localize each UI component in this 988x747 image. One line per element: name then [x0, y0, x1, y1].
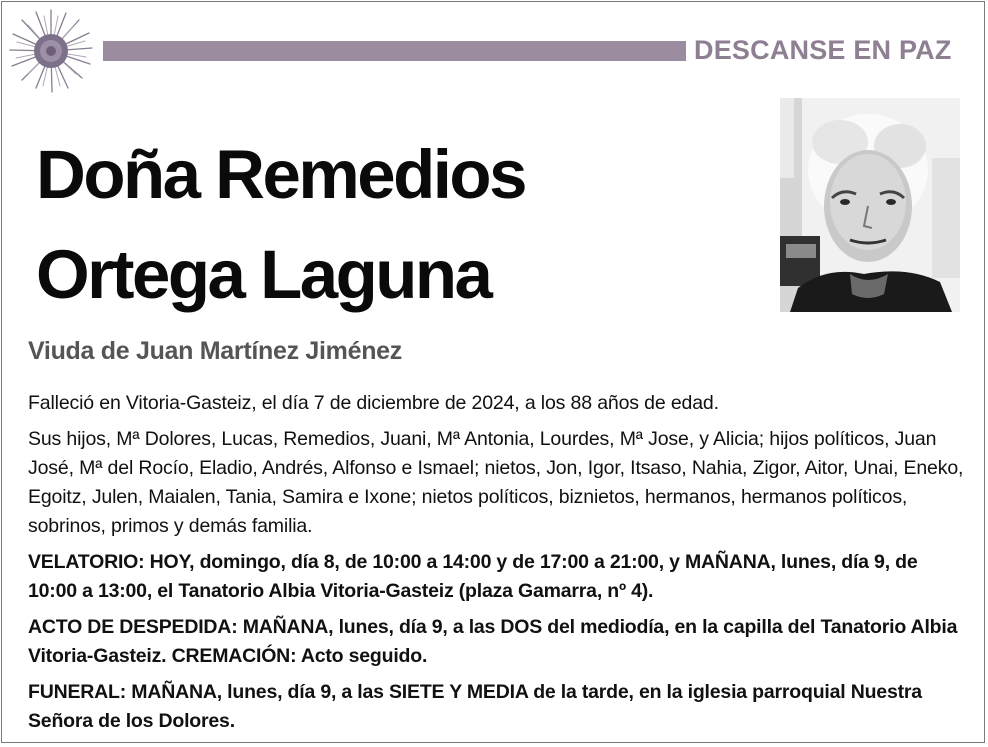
- deceased-name-line2: Ortega Laguna: [36, 236, 491, 313]
- despedida-notice: ACTO DE DESPEDIDA: MAÑANA, lunes, día 9, a las DOS del mediodía, en la capilla del Tanatorio Albia Vitoria-Gasteiz. CREMACIÓN: Acto seguido.: [28, 616, 958, 667]
- deceased-name-line1: Doña Remedios: [36, 136, 525, 213]
- header-label: DESCANSE EN PAZ: [694, 35, 952, 65]
- deceased-photo: [780, 98, 960, 312]
- obituary-card: [1, 1, 985, 743]
- thistle-icon: [8, 8, 94, 94]
- death-notice: Falleció en Vitoria-Gasteiz, el día 7 de diciembre de 2024, a los 88 años de edad.: [28, 392, 719, 414]
- deceased-subtitle: Viuda de Juan Martínez Jiménez: [28, 337, 402, 365]
- velatorio-notice: VELATORIO: HOY, domingo, día 8, de 10:00 a 14:00 y de 17:00 a 21:00, y MAÑANA, lunes, día 9, de 10:00 a 13:00, el Tanatorio Albia Vitoria-Gasteiz (plaza Gamarra, nº 4).: [28, 551, 918, 602]
- funeral-notice: FUNERAL: MAÑANA, lunes, día 9, a las SIETE Y MEDIA de la tarde, en la iglesia parroquial Nuestra Señora de los Dolores.: [28, 681, 922, 732]
- family-list: Sus hijos, Mª Dolores, Lucas, Remedios, Juani, Mª Antonia, Lourdes, Mª Jose, y Alicia; hijos políticos, Juan José, Mª del Rocío, Eladio, Andrés, Alfonso e Ismael; nietos, Jon, Igor, Itsaso, Nahia, Zigor, Aitor, Unai, Eneko, Egoitz, Julen, Maialen, Tania, Samira e Ixone; nietos políticos, biznietos, hermanos, hermanos políticos, sobrinos, primos y demás familia.: [28, 428, 964, 537]
- header-band: [103, 41, 686, 61]
- obituary-body: [28, 389, 970, 743]
